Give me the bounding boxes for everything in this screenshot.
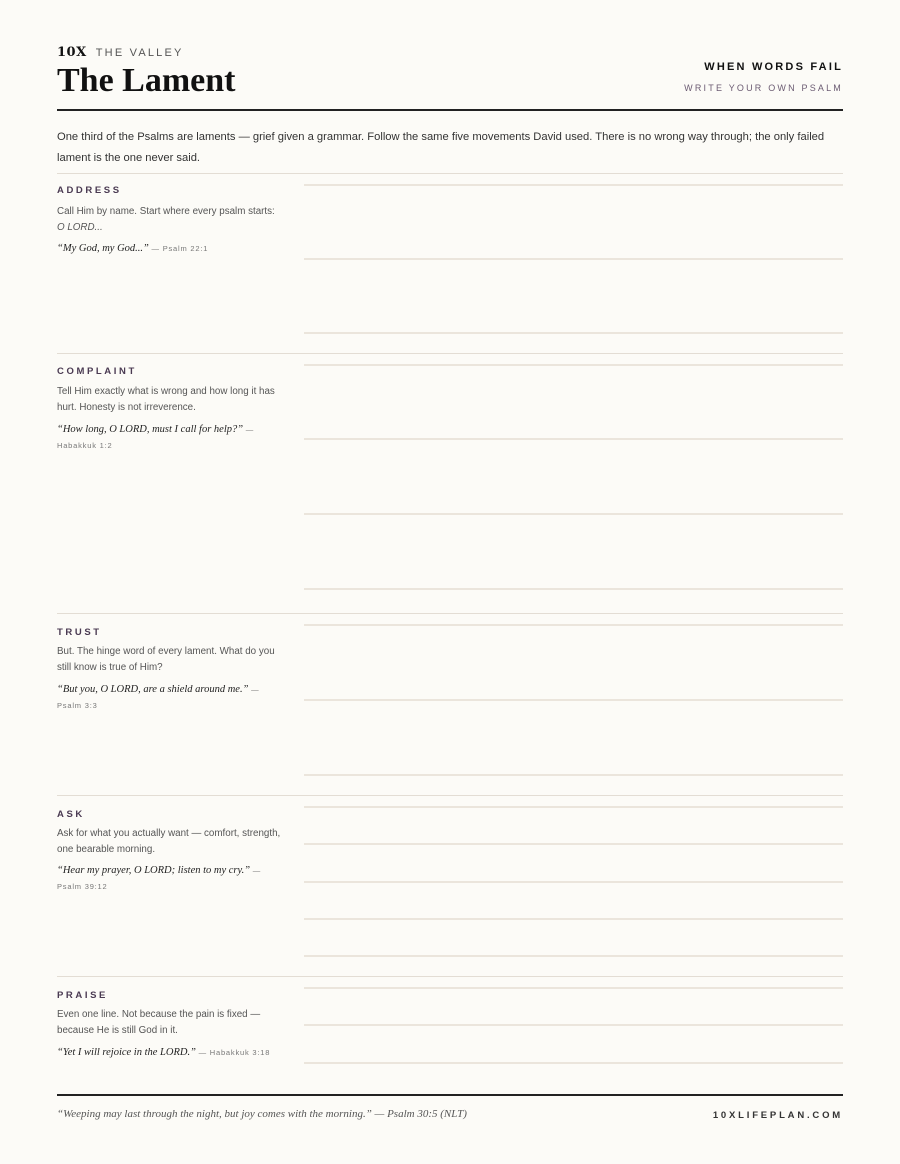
section-praise [57,977,843,1087]
section-description: But. The hinge word of every lament. What do you still know is true of Him? [57,646,275,673]
writing-line[interactable] [304,588,843,590]
quote-text: “How long, O LORD, must I call for help?” [57,424,244,435]
section-label: PRAISE [57,990,108,1001]
section-description-italic: O LORD... [57,222,103,233]
quote-reference: — Habakkuk 3:18 [198,1048,271,1057]
quote-text: “Hear my prayer, O LORD; listen to my cry.” [57,865,251,876]
section-description: Tell Him exactly what is wrong and how long it has hurt. Honesty is not irreverence. [57,386,275,413]
section-quote [57,863,282,895]
worksheet-page [57,0,843,1164]
writing-line[interactable] [304,258,843,260]
section-trust [57,614,843,796]
section-label: TRUST [57,627,102,638]
section-label: ASK [57,809,85,820]
quote-text: “But you, O LORD, are a shield around me.” [57,684,249,695]
writing-line[interactable] [304,881,843,883]
writing-line[interactable] [304,806,843,808]
writing-line[interactable] [304,843,843,845]
writing-line[interactable] [304,624,843,626]
section-description: Ask for what you actually want — comfort, strength, one bearable morning. [57,828,281,855]
writing-line[interactable] [304,332,843,334]
section-address [57,174,843,354]
section-description: Even one line. Not because the pain is fixed — because He is still God in it. [57,1009,261,1036]
section-complaint [57,354,843,614]
footer-quote: “Weeping may last through the night, but joy comes with the morning.” — Psalm 30:5 (NLT) [57,1108,467,1120]
header-tagline: WHEN WORDS FAIL [704,61,843,73]
writing-line[interactable] [304,513,843,515]
quote-reference: — Habakkuk 1:2 [57,425,255,450]
writing-line[interactable] [304,364,843,366]
quote-reference: — Psalm 39:12 [57,866,262,891]
section-ask [57,796,843,977]
section-label: COMPLAINT [57,366,137,377]
writing-line[interactable] [304,955,843,957]
footer-website: 10XLIFEPLAN.COM [712,1110,843,1121]
writing-line[interactable] [304,774,843,776]
footer-rule [57,1094,843,1096]
brand-mark: 10X [57,45,87,60]
quote-text: “My God, my God...” [57,243,149,254]
brand [57,45,184,60]
section-quote [57,241,282,257]
quote-text: “Yet I will rejoice in the LORD.” [57,1047,196,1058]
section-description [57,204,282,236]
quote-reference: — Psalm 3:3 [57,685,260,710]
writing-line[interactable] [304,184,843,186]
writing-line[interactable] [304,918,843,920]
writing-line[interactable] [304,987,843,989]
writing-line[interactable] [304,699,843,701]
writing-line[interactable] [304,1024,843,1026]
section-label: ADDRESS [57,185,122,196]
section-quote [57,422,282,454]
section-quote [57,1045,282,1061]
header-rule [57,109,843,111]
page-title: The Lament [57,62,236,99]
writing-line[interactable] [304,438,843,440]
quote-reference: — Psalm 22:1 [151,244,209,253]
brand-subtitle: THE VALLEY [95,47,184,59]
writing-line[interactable] [304,1062,843,1064]
header-subtagline: WRITE YOUR OWN PSALM [684,83,843,93]
section-description-text: Call Him by name. Start where every psalm starts: [57,206,275,217]
intro-text: One third of the Psalms are laments — grief given a grammar. Follow the same five movements David used. There is no wrong way through; the only failed lament is the one never said. [57,131,825,164]
section-quote [57,682,282,714]
